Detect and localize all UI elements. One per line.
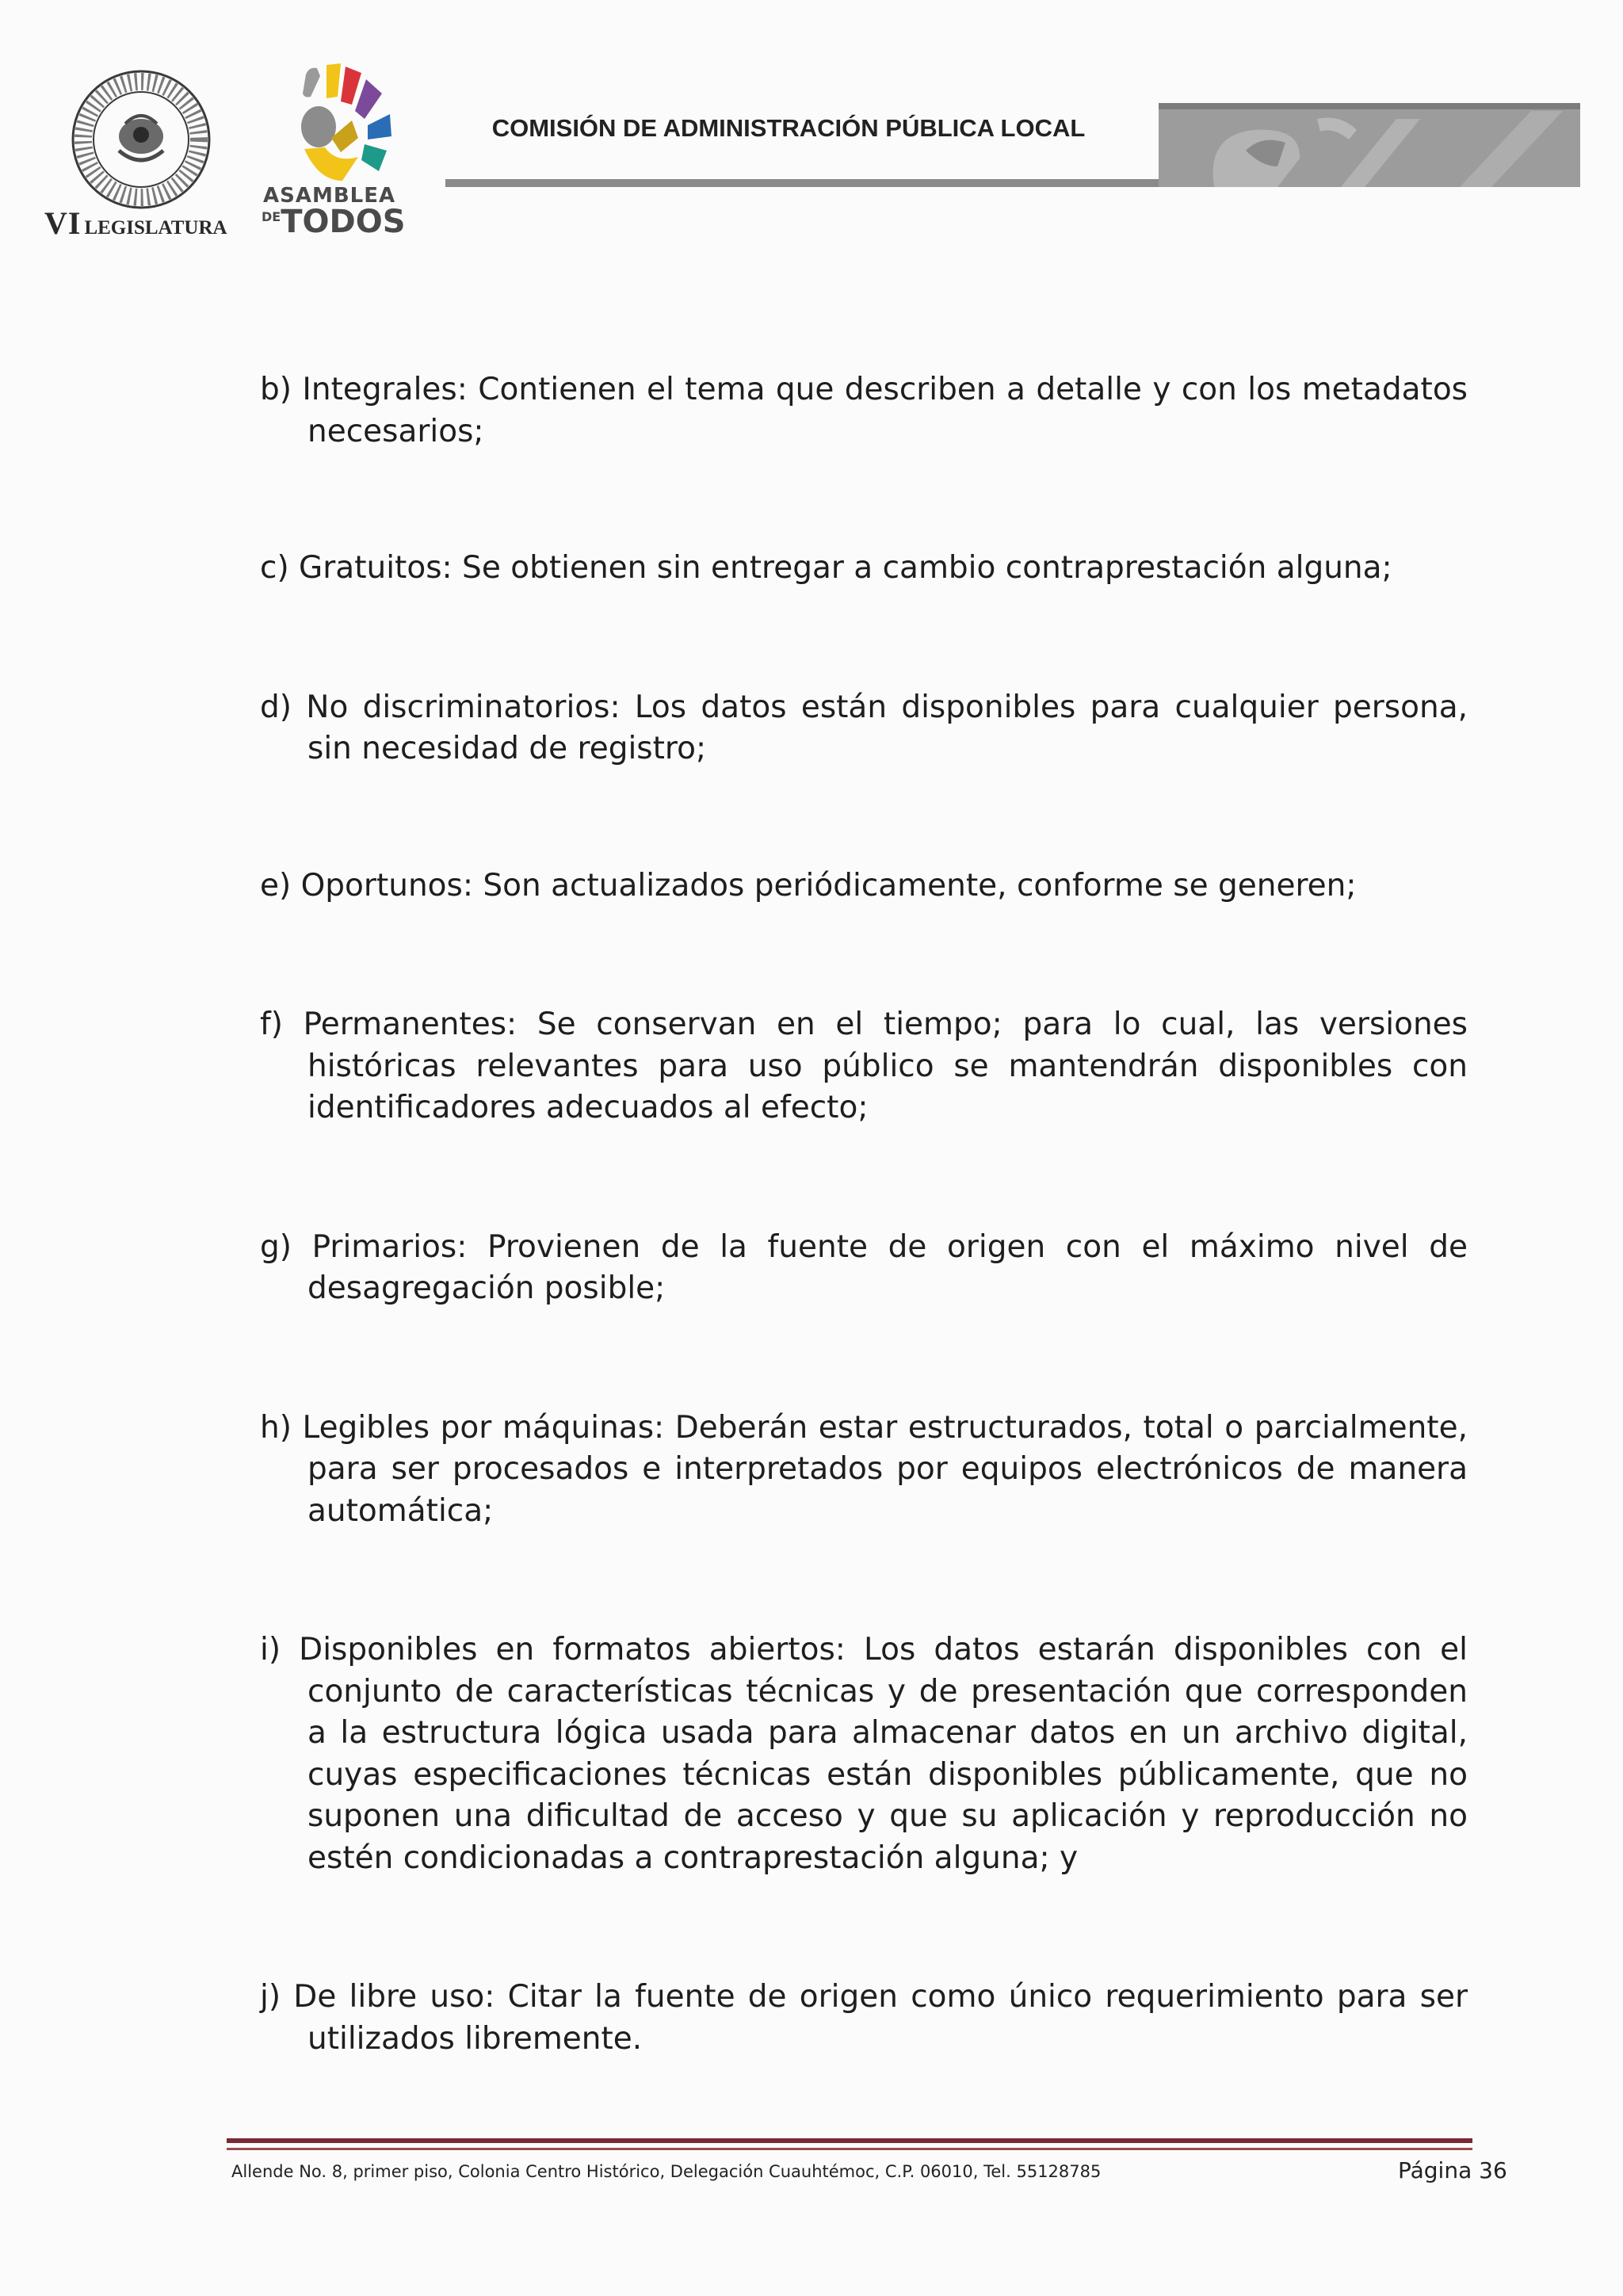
- seal-numeral: VI: [44, 205, 82, 241]
- list-item-g: g) Primarios: Provienen de la fuente de origen con el máximo nivel de desagregación posible;: [260, 1228, 1468, 1306]
- asamblea-de-todos-logo: [285, 62, 396, 189]
- assembly-line2-todos: TODOS: [281, 204, 406, 240]
- footer-address: Allende No. 8, primer piso, Colonia Centro Histórico, Delegación Cuauhtémoc, C.P. 06010, Tel. 55128785: [231, 2162, 1102, 2181]
- footer-rule: [227, 2138, 1472, 2143]
- seal-legislature: LEGISLATURA: [84, 217, 227, 239]
- assembly-line1: ASAMBLEA: [263, 184, 396, 208]
- list-item-d: d) No discriminatorios: Los datos están disponibles para cualquier persona, sin necesidad de registro;: [260, 689, 1468, 766]
- commission-title: COMISIÓN DE ADMINISTRACIÓN PÚBLICA LOCAL: [491, 114, 1086, 142]
- document-body: [260, 369, 1468, 2060]
- header-banner-graphic: [1159, 103, 1580, 187]
- assembly-line2-de: DE: [262, 209, 281, 224]
- page-header: [0, 0, 1623, 254]
- legislative-seal-logo: [70, 68, 212, 211]
- footer-rule-secondary: [227, 2148, 1472, 2150]
- list-item-e: e) Oportunos: Son actualizados periódicamente, conforme se generen;: [260, 867, 1357, 904]
- asamblea-de-todos-wordmark: [262, 185, 428, 238]
- list-item-f: f) Permanentes: Se conservan en el tiempo; para lo cual, las versiones históricas relevantes para uso público se mantendrán disponibles con identificadores adecuados al efecto;: [260, 1007, 1468, 1125]
- list-item-h: h) Legibles por máquinas: Deberán estar estructurados, total o parcialmente, para ser procesados e interpretados por equipos electrónicos de manera automática;: [260, 1409, 1468, 1529]
- list-item-i: i) Disponibles en formatos abiertos: Los datos estarán disponibles con el conjunto de características técnicas y de presentación que corresponden a la estructura lógica usada para almacenar datos en un archivo digital, cuyas especificaciones técnicas están disponibles públicamente, que no suponen una dificultad de acceso y que su aplicación y reproducción no estén condicionadas a contraprestación alguna; y: [260, 1632, 1468, 1876]
- seal-caption: [44, 204, 235, 242]
- list-item-b: b) Integrales: Contienen el tema que describen a detalle y con los metadatos necesarios;: [260, 372, 1468, 449]
- list-item-c: c) Gratuitos: Se obtienen sin entregar a cambio contraprestación alguna;: [260, 550, 1392, 586]
- list-item-j: j) De libre uso: Citar la fuente de origen como único requerimiento para ser utilizados libremente.: [260, 1979, 1468, 2057]
- page-number: Página 36: [1398, 2157, 1507, 2183]
